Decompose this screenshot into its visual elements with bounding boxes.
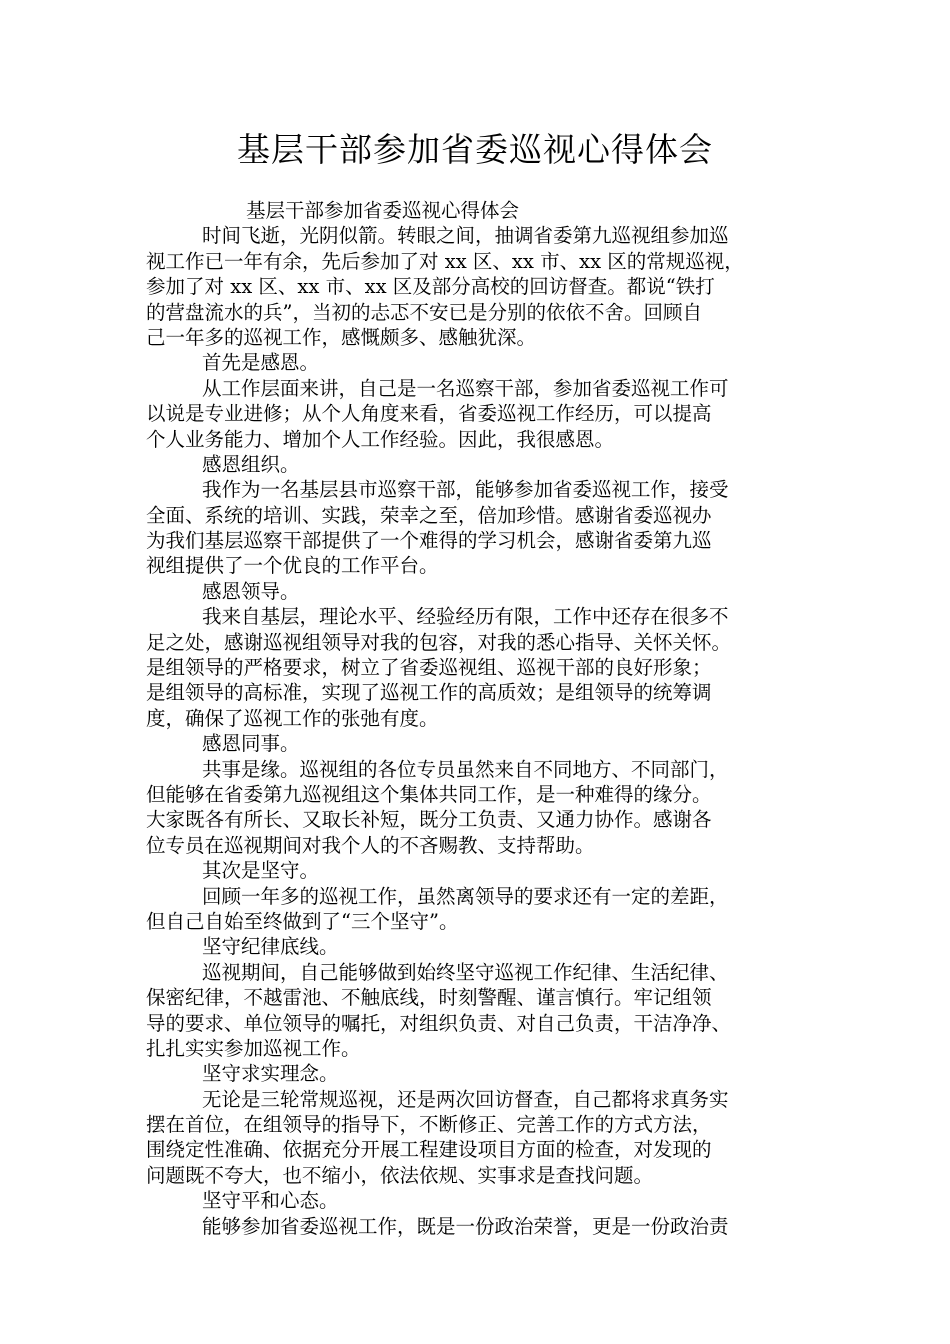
text-line: 但自己自始至终做到了“三个坚守”。 bbox=[146, 909, 459, 933]
text-line: 能够参加省委巡视工作，既是一份政治荣誉，更是一份政治责 bbox=[202, 1214, 729, 1238]
text-line: 坚守求实理念。 bbox=[202, 1062, 339, 1086]
text-line: 位专员在巡视期间对我个人的不吝赐教、支持帮助。 bbox=[146, 833, 595, 857]
text-line: 坚守纪律底线。 bbox=[202, 935, 339, 959]
text-line: 为我们基层巡察干部提供了一个难得的学习机会，感谢省委第九巡 bbox=[146, 529, 712, 553]
text-line: 感恩领导。 bbox=[202, 579, 300, 603]
text-line: 无论是三轮常规巡视，还是两次回访督查，自己都将求真务实 bbox=[202, 1087, 729, 1111]
text-line: 个人业务能力、增加个人工作经验。因此，我很感恩。 bbox=[146, 427, 615, 451]
text-line: 我作为一名基层县市巡察干部，能够参加省委巡视工作，接受 bbox=[202, 478, 729, 502]
text-line: 视工作已一年有余，先后参加了对 xx 区、xx 市、xx 区的常规巡视， bbox=[146, 249, 744, 273]
text-line: 摆在首位，在组领导的指导下，不断修正、完善工作的方式方法， bbox=[146, 1113, 712, 1137]
text-line: 感恩组织。 bbox=[202, 452, 300, 476]
document-subtitle: 基层干部参加省委巡视心得体会 bbox=[246, 199, 520, 222]
text-line: 是组领导的严格要求，树立了省委巡视组、巡视干部的良好形象； bbox=[146, 656, 712, 680]
text-line: 从工作层面来讲，自己是一名巡察干部，参加省委巡视工作可 bbox=[202, 376, 729, 400]
text-line: 导的要求、单位领导的嘱托，对组织负责、对自己负责，干洁净净、 bbox=[146, 1011, 732, 1035]
text-line: 回顾一年多的巡视工作，虽然离领导的要求还有一定的差距， bbox=[202, 884, 729, 908]
text-line: 其次是坚守。 bbox=[202, 859, 320, 883]
text-line: 是组领导的高标准，实现了巡视工作的高质效；是组领导的统筹调 bbox=[146, 681, 712, 705]
text-line: 扎扎实实参加巡视工作。 bbox=[146, 1036, 361, 1060]
text-line: 时间飞逝，光阴似箭。转眼之间，抽调省委第九巡视组参加巡 bbox=[202, 224, 729, 248]
text-line: 坚守平和心态。 bbox=[202, 1189, 339, 1213]
text-line: 度，确保了巡视工作的张弛有度。 bbox=[146, 706, 439, 730]
text-line: 己一年多的巡视工作，感慨颇多、感触犹深。 bbox=[146, 325, 537, 349]
text-line: 的营盘流水的兵”，当初的忐忑不安已是分别的依依不舍。回顾自 bbox=[146, 300, 702, 324]
document-body bbox=[146, 198, 826, 1239]
document-title: 基层干部参加省委巡视心得体会 bbox=[237, 130, 713, 169]
text-line: 我来自基层，理论水平、经验经历有限，工作中还存在很多不 bbox=[202, 605, 729, 629]
text-line: 问题既不夸大，也不缩小，依法依规、实事求是查找问题。 bbox=[146, 1163, 654, 1187]
text-line: 感恩同事。 bbox=[202, 732, 300, 756]
text-line: 视组提供了一个优良的工作平台。 bbox=[146, 554, 439, 578]
text-line: 保密纪律，不越雷池、不触底线，时刻警醒、谨言慎行。牢记组领 bbox=[146, 986, 712, 1010]
text-line: 全面、系统的培训、实践，荣幸之至，倍加珍惜。感谢省委巡视办 bbox=[146, 503, 712, 527]
text-line: 首先是感恩。 bbox=[202, 351, 320, 375]
text-line: 但能够在省委第九巡视组这个集体共同工作，是一种难得的缘分。 bbox=[146, 782, 712, 806]
text-line: 足之处，感谢巡视组领导对我的包容，对我的悉心指导、关怀关怀。 bbox=[146, 630, 732, 654]
text-line: 共事是缘。巡视组的各位专员虽然来自不同地方、不同部门， bbox=[202, 757, 729, 781]
text-line: 以说是专业进修；从个人角度来看，省委巡视工作经历，可以提高 bbox=[146, 402, 712, 426]
text-line: 大家既各有所长、又取长补短，既分工负责、又通力协作。感谢各 bbox=[146, 808, 712, 832]
text-line: 巡视期间，自己能够做到始终坚守巡视工作纪律、生活纪律、 bbox=[202, 960, 729, 984]
text-line: 围绕定性准确、依据充分开展工程建设项目方面的检查，对发现的 bbox=[146, 1138, 712, 1162]
text-line: 参加了对 xx 区、xx 市、xx 区及部分高校的回访督查。都说“铁打 bbox=[146, 275, 715, 299]
